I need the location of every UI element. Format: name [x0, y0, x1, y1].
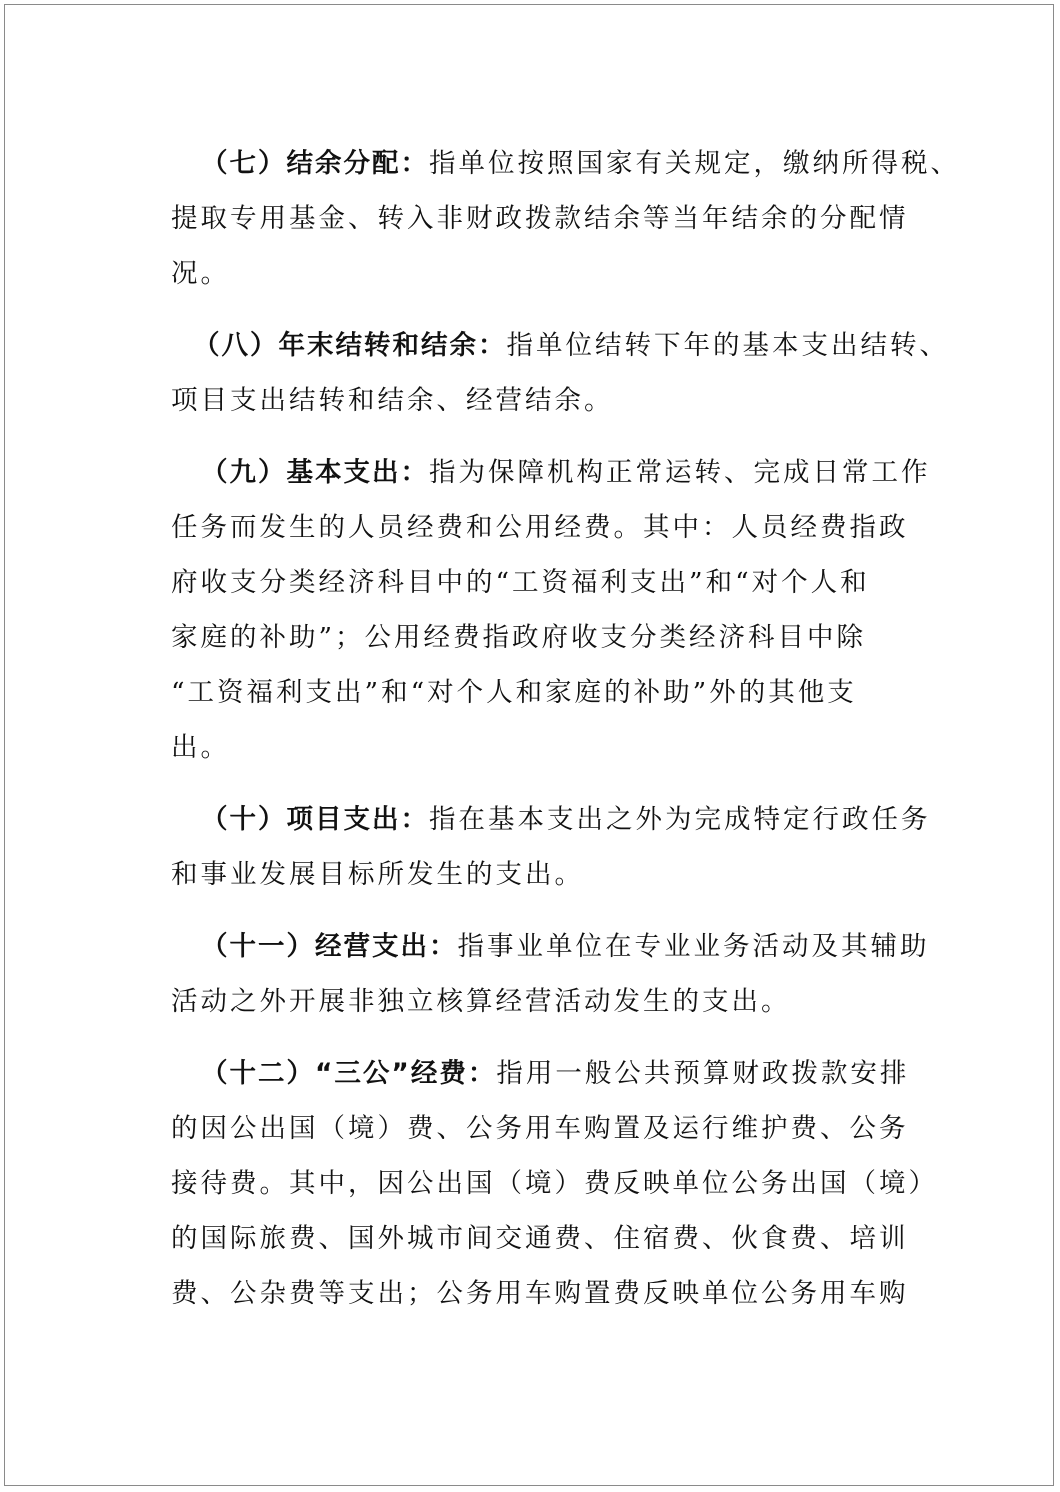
paragraph-first-line [171, 445, 931, 500]
term-heading: （八）年末结转和结余： [193, 330, 507, 361]
line-text: 指单位按照国家有关规定，缴纳所得税、 [429, 148, 960, 179]
paragraph-line: 府收支分类经济科目中的“工资福利支出”和“对个人和 [171, 567, 870, 598]
paragraph-line: 的国际旅费、国外城市间交通费、住宿费、伙食费、培训 [171, 1223, 909, 1254]
line-text: 指事业单位在专业业务活动及其辅助 [457, 931, 930, 962]
paragraph-line: 和事业发展目标所发生的支出。 [171, 859, 584, 890]
line-text: 指为保障机构正常运转、完成日常工作 [429, 457, 931, 488]
paragraph-first-line [171, 136, 960, 191]
line-text: 指在基本支出之外为完成特定行政任务 [429, 804, 931, 835]
term-heading: （七）结余分配： [201, 148, 429, 179]
paragraph-first-line [171, 919, 931, 974]
paragraph-line: 提取专用基金、转入非财政拨款结余等当年结余的分配情 [171, 203, 909, 234]
paragraph-line: 的因公出国（境）费、公务用车购置及运行维护费、公务 [171, 1113, 909, 1144]
paragraph-basic-expenditure [171, 445, 931, 775]
line-text: 指用一般公共预算财政拨款安排 [496, 1058, 910, 1089]
paragraph-line: 项目支出结转和结余、经营结余。 [171, 385, 614, 416]
paragraph-line: “工资福利支出”和“对个人和家庭的补助”外的其他支 [171, 677, 857, 708]
paragraph-line: 任务而发生的人员经费和公用经费。其中：人员经费指政 [171, 512, 909, 543]
paragraph-project-expenditure [171, 792, 931, 902]
paragraph-first-line [171, 1046, 931, 1101]
paragraph-line: 费、公杂费等支出；公务用车购置费反映单位公务用车购 [171, 1278, 909, 1309]
line-text: 指单位结转下年的基本支出结转、 [506, 330, 949, 361]
term-heading: （十）项目支出： [201, 804, 429, 835]
paragraph-first-line [171, 792, 931, 847]
paragraph-three-public-expenses [171, 1046, 938, 1321]
paragraph-year-end-carryover [171, 318, 949, 428]
document-body [171, 136, 960, 1338]
paragraph-line: 出。 [171, 732, 230, 763]
term-heading: （十一）经营支出： [201, 931, 458, 962]
paragraph-surplus-distribution [171, 136, 960, 301]
paragraph-line: 家庭的补助”；公用经费指政府收支分类经济科目中除 [171, 622, 867, 653]
paragraph-operating-expenditure [171, 919, 931, 1029]
paragraph-first-line [171, 318, 949, 373]
paragraph-line: 活动之外开展非独立核算经营活动发生的支出。 [171, 986, 791, 1017]
paragraph-line: 接待费。其中，因公出国（境）费反映单位公务出国（境） [171, 1168, 938, 1199]
paragraph-line: 况。 [171, 258, 230, 289]
term-heading: （十二）“三公”经费： [201, 1058, 497, 1089]
term-heading: （九）基本支出： [201, 457, 429, 488]
document-page [4, 4, 1054, 1486]
